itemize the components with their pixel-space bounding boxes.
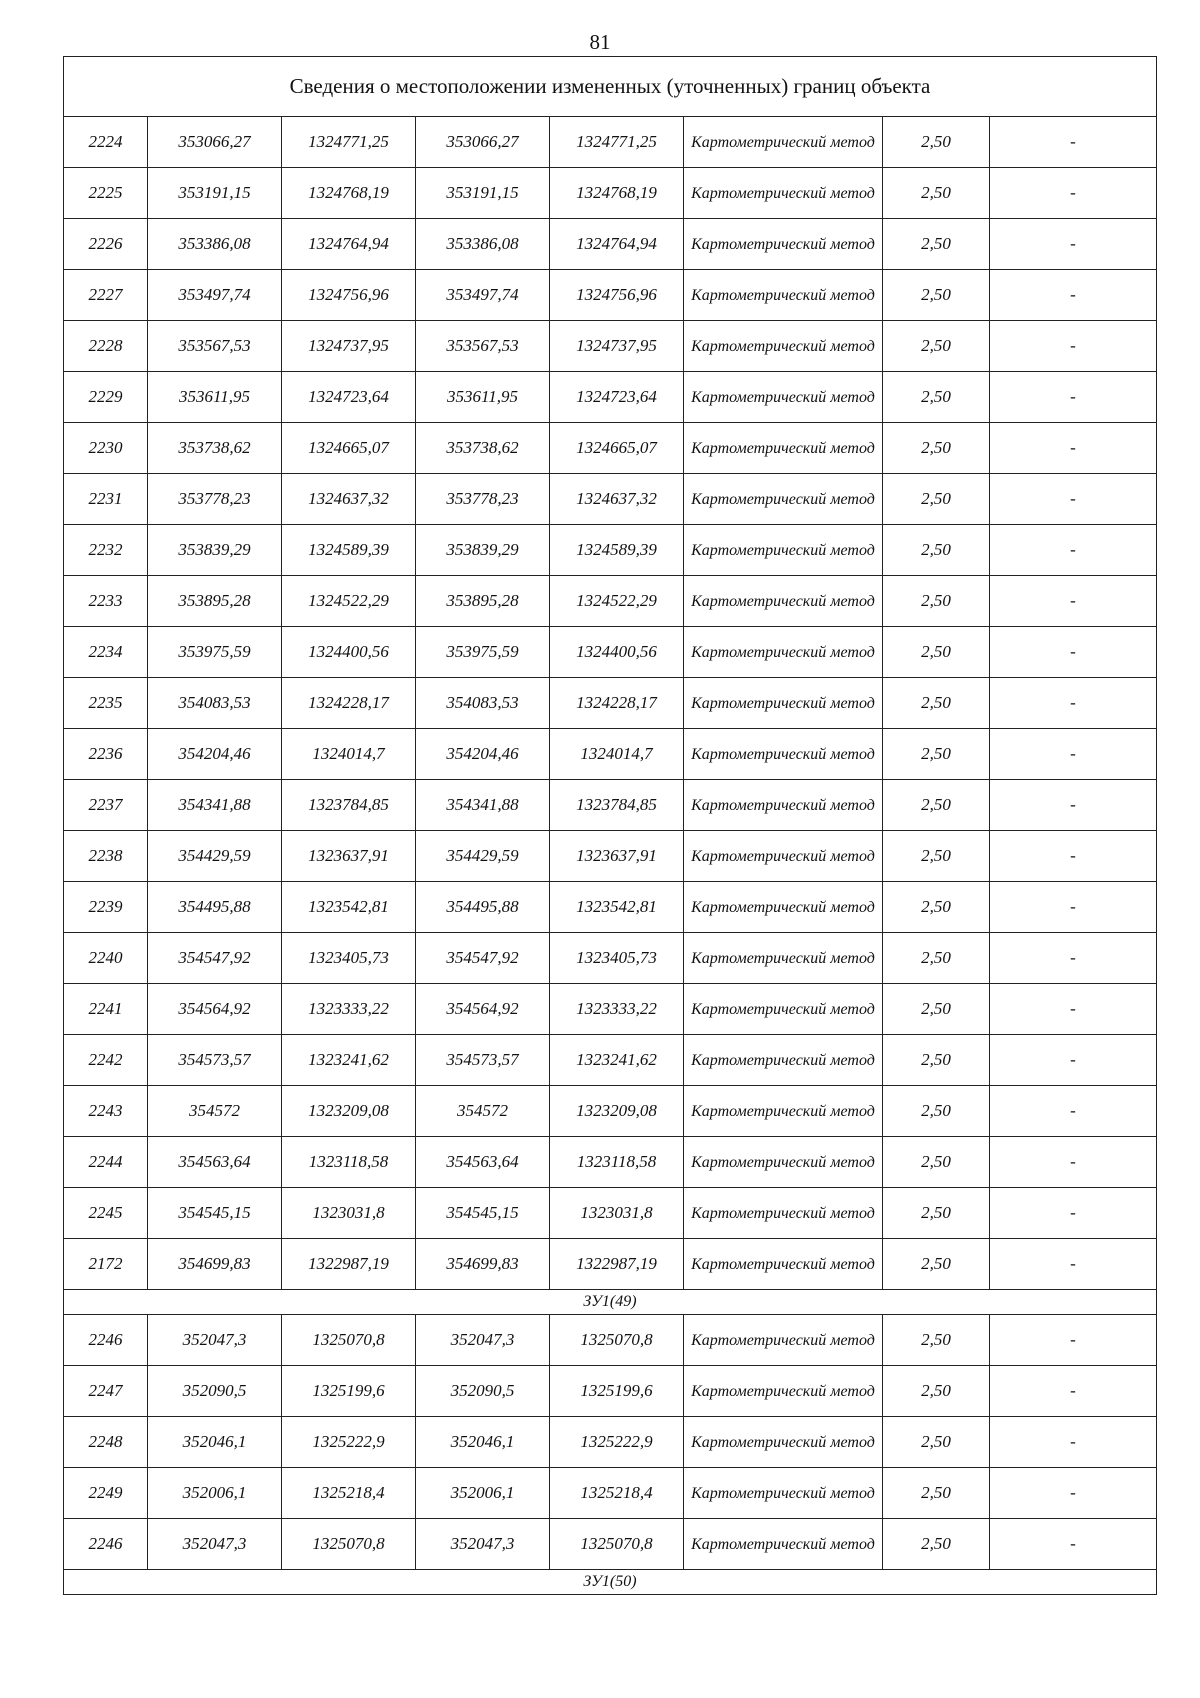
method-text: Картометрический метод xyxy=(691,1204,875,1222)
cell-y-coordinate-old: 1324637,32 xyxy=(282,474,416,525)
cell-method xyxy=(684,474,883,525)
page-number: 81 xyxy=(589,30,611,54)
cell-x-coordinate-old: 353567,53 xyxy=(148,321,282,372)
method-text: Картометрический метод xyxy=(691,898,875,916)
table-title-row xyxy=(64,57,1157,117)
cell-x-coordinate-new: 353839,29 xyxy=(416,525,550,576)
table-row xyxy=(64,1239,1157,1290)
cell-y-coordinate-new: 1324400,56 xyxy=(550,627,684,678)
table-row xyxy=(64,1315,1157,1366)
cell-point-number: 2225 xyxy=(64,168,148,219)
cell-y-coordinate-new: 1323031,8 xyxy=(550,1188,684,1239)
cell-x-coordinate-new: 353497,74 xyxy=(416,270,550,321)
cell-x-coordinate-new: 353191,15 xyxy=(416,168,550,219)
cell-description: - xyxy=(990,882,1157,933)
cell-description: - xyxy=(990,729,1157,780)
cell-x-coordinate-new: 353611,95 xyxy=(416,372,550,423)
table-row xyxy=(64,1137,1157,1188)
table-row xyxy=(64,678,1157,729)
cell-method xyxy=(684,321,883,372)
cell-method xyxy=(684,831,883,882)
cell-y-coordinate-new: 1324637,32 xyxy=(550,474,684,525)
cell-method xyxy=(684,1188,883,1239)
cell-point-number: 2238 xyxy=(64,831,148,882)
table-row xyxy=(64,423,1157,474)
cell-y-coordinate-new: 1324522,29 xyxy=(550,576,684,627)
table-row xyxy=(64,882,1157,933)
cell-x-coordinate-old: 354572 xyxy=(148,1086,282,1137)
cell-point-number: 2231 xyxy=(64,474,148,525)
cell-method xyxy=(684,984,883,1035)
cell-x-coordinate-new: 354564,92 xyxy=(416,984,550,1035)
cell-description: - xyxy=(990,1188,1157,1239)
cell-x-coordinate-old: 352046,1 xyxy=(148,1417,282,1468)
section-label-row xyxy=(64,1570,1157,1595)
cell-method xyxy=(684,372,883,423)
cell-x-coordinate-old: 354495,88 xyxy=(148,882,282,933)
table-title: Сведения о местоположении измененных (уточненных) границ объекта xyxy=(64,57,1157,117)
cell-method xyxy=(684,423,883,474)
cell-x-coordinate-old: 352090,5 xyxy=(148,1366,282,1417)
method-text: Картометрический метод xyxy=(691,1331,875,1349)
method-text: Картометрический метод xyxy=(691,796,875,814)
cell-description: - xyxy=(990,933,1157,984)
cell-x-coordinate-new: 354699,83 xyxy=(416,1239,550,1290)
method-text: Картометрический метод xyxy=(691,1433,875,1451)
cell-method xyxy=(684,1137,883,1188)
cell-point-number: 2240 xyxy=(64,933,148,984)
cell-method xyxy=(684,1239,883,1290)
cell-x-coordinate-new: 354547,92 xyxy=(416,933,550,984)
cell-description: - xyxy=(990,627,1157,678)
cell-y-coordinate-new: 1324014,7 xyxy=(550,729,684,780)
cell-point-number: 2233 xyxy=(64,576,148,627)
cell-x-coordinate-new: 353895,28 xyxy=(416,576,550,627)
table-row xyxy=(64,525,1157,576)
method-text: Картометрический метод xyxy=(691,1051,875,1069)
cell-description: - xyxy=(990,321,1157,372)
cell-y-coordinate-new: 1324756,96 xyxy=(550,270,684,321)
cell-y-coordinate-old: 1323031,8 xyxy=(282,1188,416,1239)
method-text: Картометрический метод xyxy=(691,1255,875,1273)
cell-accuracy: 2,50 xyxy=(883,423,990,474)
cell-method xyxy=(684,1519,883,1570)
cell-x-coordinate-old: 353738,62 xyxy=(148,423,282,474)
cell-y-coordinate-old: 1324228,17 xyxy=(282,678,416,729)
cell-x-coordinate-new: 354563,64 xyxy=(416,1137,550,1188)
table-row xyxy=(64,780,1157,831)
method-text: Картометрический метод xyxy=(691,643,875,661)
method-text: Картометрический метод xyxy=(691,1153,875,1171)
table-row xyxy=(64,117,1157,168)
cell-x-coordinate-new: 352047,3 xyxy=(416,1315,550,1366)
cell-description: - xyxy=(990,678,1157,729)
cell-point-number: 2232 xyxy=(64,525,148,576)
cell-accuracy: 2,50 xyxy=(883,372,990,423)
cell-y-coordinate-new: 1323333,22 xyxy=(550,984,684,1035)
cell-y-coordinate-old: 1325218,4 xyxy=(282,1468,416,1519)
cell-method xyxy=(684,1315,883,1366)
cell-y-coordinate-old: 1325199,6 xyxy=(282,1366,416,1417)
cell-y-coordinate-old: 1323784,85 xyxy=(282,780,416,831)
cell-x-coordinate-new: 353567,53 xyxy=(416,321,550,372)
table-row xyxy=(64,831,1157,882)
cell-accuracy: 2,50 xyxy=(883,627,990,678)
cell-description: - xyxy=(990,1315,1157,1366)
boundary-coordinates-table xyxy=(63,56,1157,1595)
cell-x-coordinate-old: 353066,27 xyxy=(148,117,282,168)
table-row xyxy=(64,372,1157,423)
cell-y-coordinate-new: 1323241,62 xyxy=(550,1035,684,1086)
cell-x-coordinate-old: 354699,83 xyxy=(148,1239,282,1290)
method-text: Картометрический метод xyxy=(691,541,875,559)
table-row xyxy=(64,219,1157,270)
cell-x-coordinate-new: 354545,15 xyxy=(416,1188,550,1239)
cell-method xyxy=(684,1035,883,1086)
cell-x-coordinate-old: 353975,59 xyxy=(148,627,282,678)
table-row xyxy=(64,1035,1157,1086)
cell-y-coordinate-old: 1324723,64 xyxy=(282,372,416,423)
cell-point-number: 2235 xyxy=(64,678,148,729)
cell-y-coordinate-old: 1324764,94 xyxy=(282,219,416,270)
method-text: Картометрический метод xyxy=(691,694,875,712)
cell-y-coordinate-new: 1323784,85 xyxy=(550,780,684,831)
cell-x-coordinate-old: 353191,15 xyxy=(148,168,282,219)
cell-method xyxy=(684,219,883,270)
cell-point-number: 2227 xyxy=(64,270,148,321)
cell-y-coordinate-old: 1324400,56 xyxy=(282,627,416,678)
cell-y-coordinate-old: 1323118,58 xyxy=(282,1137,416,1188)
cell-y-coordinate-new: 1324764,94 xyxy=(550,219,684,270)
method-text: Картометрический метод xyxy=(691,133,875,151)
table-row xyxy=(64,627,1157,678)
cell-x-coordinate-old: 354547,92 xyxy=(148,933,282,984)
cell-method xyxy=(684,525,883,576)
method-text: Картометрический метод xyxy=(691,1382,875,1400)
method-text: Картометрический метод xyxy=(691,1000,875,1018)
cell-y-coordinate-old: 1324771,25 xyxy=(282,117,416,168)
cell-point-number: 2239 xyxy=(64,882,148,933)
cell-description: - xyxy=(990,168,1157,219)
cell-x-coordinate-new: 352047,3 xyxy=(416,1519,550,1570)
cell-description: - xyxy=(990,1086,1157,1137)
cell-description: - xyxy=(990,219,1157,270)
cell-description: - xyxy=(990,1035,1157,1086)
cell-accuracy: 2,50 xyxy=(883,1086,990,1137)
cell-y-coordinate-old: 1325222,9 xyxy=(282,1417,416,1468)
cell-accuracy: 2,50 xyxy=(883,984,990,1035)
cell-accuracy: 2,50 xyxy=(883,525,990,576)
cell-accuracy: 2,50 xyxy=(883,321,990,372)
method-text: Картометрический метод xyxy=(691,388,875,406)
cell-x-coordinate-old: 353839,29 xyxy=(148,525,282,576)
method-text: Картометрический метод xyxy=(691,439,875,457)
cell-point-number: 2236 xyxy=(64,729,148,780)
cell-y-coordinate-new: 1325222,9 xyxy=(550,1417,684,1468)
cell-x-coordinate-new: 352006,1 xyxy=(416,1468,550,1519)
cell-description: - xyxy=(990,372,1157,423)
cell-x-coordinate-new: 353778,23 xyxy=(416,474,550,525)
cell-y-coordinate-new: 1324665,07 xyxy=(550,423,684,474)
table-row xyxy=(64,984,1157,1035)
cell-point-number: 2241 xyxy=(64,984,148,1035)
cell-point-number: 2237 xyxy=(64,780,148,831)
cell-x-coordinate-old: 354083,53 xyxy=(148,678,282,729)
cell-accuracy: 2,50 xyxy=(883,270,990,321)
cell-accuracy: 2,50 xyxy=(883,1468,990,1519)
cell-point-number: 2230 xyxy=(64,423,148,474)
cell-accuracy: 2,50 xyxy=(883,1417,990,1468)
cell-accuracy: 2,50 xyxy=(883,1315,990,1366)
cell-method xyxy=(684,1468,883,1519)
cell-x-coordinate-new: 354495,88 xyxy=(416,882,550,933)
cell-y-coordinate-new: 1324768,19 xyxy=(550,168,684,219)
table-row xyxy=(64,1519,1157,1570)
cell-y-coordinate-old: 1324522,29 xyxy=(282,576,416,627)
cell-x-coordinate-new: 354429,59 xyxy=(416,831,550,882)
cell-x-coordinate-new: 354204,46 xyxy=(416,729,550,780)
cell-y-coordinate-old: 1324014,7 xyxy=(282,729,416,780)
cell-x-coordinate-new: 352090,5 xyxy=(416,1366,550,1417)
table-row xyxy=(64,1468,1157,1519)
method-text: Картометрический метод xyxy=(691,592,875,610)
cell-x-coordinate-old: 354429,59 xyxy=(148,831,282,882)
cell-description: - xyxy=(990,1366,1157,1417)
cell-method xyxy=(684,627,883,678)
cell-y-coordinate-old: 1323542,81 xyxy=(282,882,416,933)
cell-accuracy: 2,50 xyxy=(883,933,990,984)
cell-y-coordinate-new: 1323405,73 xyxy=(550,933,684,984)
cell-x-coordinate-old: 353611,95 xyxy=(148,372,282,423)
table-row xyxy=(64,1417,1157,1468)
cell-point-number: 2244 xyxy=(64,1137,148,1188)
table-row xyxy=(64,168,1157,219)
method-text: Картометрический метод xyxy=(691,847,875,865)
cell-y-coordinate-new: 1325218,4 xyxy=(550,1468,684,1519)
cell-accuracy: 2,50 xyxy=(883,882,990,933)
cell-y-coordinate-old: 1322987,19 xyxy=(282,1239,416,1290)
cell-y-coordinate-new: 1324737,95 xyxy=(550,321,684,372)
cell-method xyxy=(684,270,883,321)
cell-x-coordinate-old: 352047,3 xyxy=(148,1519,282,1570)
cell-y-coordinate-new: 1325199,6 xyxy=(550,1366,684,1417)
cell-x-coordinate-new: 354572 xyxy=(416,1086,550,1137)
cell-point-number: 2246 xyxy=(64,1519,148,1570)
table-row xyxy=(64,321,1157,372)
cell-point-number: 2247 xyxy=(64,1366,148,1417)
table-row xyxy=(64,576,1157,627)
table-row xyxy=(64,729,1157,780)
cell-accuracy: 2,50 xyxy=(883,1519,990,1570)
cell-x-coordinate-old: 354341,88 xyxy=(148,780,282,831)
table-row xyxy=(64,933,1157,984)
section-label: ЗУ1(49) xyxy=(64,1290,1157,1315)
cell-y-coordinate-new: 1322987,19 xyxy=(550,1239,684,1290)
cell-method xyxy=(684,1086,883,1137)
cell-y-coordinate-old: 1324756,96 xyxy=(282,270,416,321)
cell-point-number: 2242 xyxy=(64,1035,148,1086)
cell-point-number: 2246 xyxy=(64,1315,148,1366)
cell-y-coordinate-old: 1323333,22 xyxy=(282,984,416,1035)
cell-y-coordinate-old: 1325070,8 xyxy=(282,1519,416,1570)
cell-y-coordinate-old: 1323405,73 xyxy=(282,933,416,984)
cell-point-number: 2248 xyxy=(64,1417,148,1468)
method-text: Картометрический метод xyxy=(691,949,875,967)
cell-description: - xyxy=(990,1468,1157,1519)
cell-y-coordinate-old: 1324665,07 xyxy=(282,423,416,474)
cell-y-coordinate-old: 1323637,91 xyxy=(282,831,416,882)
method-text: Картометрический метод xyxy=(691,1535,875,1553)
cell-y-coordinate-new: 1323637,91 xyxy=(550,831,684,882)
cell-x-coordinate-old: 353497,74 xyxy=(148,270,282,321)
cell-accuracy: 2,50 xyxy=(883,780,990,831)
cell-x-coordinate-old: 354573,57 xyxy=(148,1035,282,1086)
cell-method xyxy=(684,576,883,627)
cell-description: - xyxy=(990,780,1157,831)
cell-x-coordinate-old: 352006,1 xyxy=(148,1468,282,1519)
cell-x-coordinate-old: 352047,3 xyxy=(148,1315,282,1366)
cell-y-coordinate-new: 1323542,81 xyxy=(550,882,684,933)
cell-accuracy: 2,50 xyxy=(883,831,990,882)
section-label: ЗУ1(50) xyxy=(64,1570,1157,1595)
cell-x-coordinate-new: 353386,08 xyxy=(416,219,550,270)
cell-x-coordinate-old: 354564,92 xyxy=(148,984,282,1035)
section-label-row xyxy=(64,1290,1157,1315)
cell-x-coordinate-old: 354563,64 xyxy=(148,1137,282,1188)
cell-method xyxy=(684,933,883,984)
cell-x-coordinate-new: 353738,62 xyxy=(416,423,550,474)
cell-method xyxy=(684,168,883,219)
cell-y-coordinate-old: 1325070,8 xyxy=(282,1315,416,1366)
table-row xyxy=(64,270,1157,321)
cell-y-coordinate-new: 1323209,08 xyxy=(550,1086,684,1137)
cell-point-number: 2249 xyxy=(64,1468,148,1519)
cell-y-coordinate-new: 1324228,17 xyxy=(550,678,684,729)
cell-x-coordinate-old: 354545,15 xyxy=(148,1188,282,1239)
table-row xyxy=(64,1366,1157,1417)
cell-y-coordinate-old: 1324768,19 xyxy=(282,168,416,219)
cell-accuracy: 2,50 xyxy=(883,474,990,525)
cell-method xyxy=(684,882,883,933)
cell-y-coordinate-old: 1323241,62 xyxy=(282,1035,416,1086)
cell-description: - xyxy=(990,1239,1157,1290)
cell-accuracy: 2,50 xyxy=(883,1239,990,1290)
cell-y-coordinate-new: 1324723,64 xyxy=(550,372,684,423)
table-row xyxy=(64,1188,1157,1239)
cell-point-number: 2234 xyxy=(64,627,148,678)
method-text: Картометрический метод xyxy=(691,337,875,355)
cell-x-coordinate-new: 353975,59 xyxy=(416,627,550,678)
cell-point-number: 2172 xyxy=(64,1239,148,1290)
cell-point-number: 2245 xyxy=(64,1188,148,1239)
cell-description: - xyxy=(990,831,1157,882)
cell-point-number: 2243 xyxy=(64,1086,148,1137)
cell-x-coordinate-new: 353066,27 xyxy=(416,117,550,168)
method-text: Картометрический метод xyxy=(691,1102,875,1120)
cell-description: - xyxy=(990,474,1157,525)
cell-x-coordinate-new: 354341,88 xyxy=(416,780,550,831)
cell-x-coordinate-new: 352046,1 xyxy=(416,1417,550,1468)
cell-accuracy: 2,50 xyxy=(883,678,990,729)
cell-y-coordinate-new: 1325070,8 xyxy=(550,1519,684,1570)
cell-description: - xyxy=(990,117,1157,168)
cell-x-coordinate-new: 354083,53 xyxy=(416,678,550,729)
cell-method xyxy=(684,780,883,831)
method-text: Картометрический метод xyxy=(691,184,875,202)
cell-accuracy: 2,50 xyxy=(883,576,990,627)
cell-description: - xyxy=(990,984,1157,1035)
cell-y-coordinate-new: 1324771,25 xyxy=(550,117,684,168)
cell-x-coordinate-old: 353778,23 xyxy=(148,474,282,525)
cell-y-coordinate-old: 1324737,95 xyxy=(282,321,416,372)
cell-description: - xyxy=(990,1417,1157,1468)
cell-accuracy: 2,50 xyxy=(883,168,990,219)
method-text: Картометрический метод xyxy=(691,1484,875,1502)
cell-point-number: 2228 xyxy=(64,321,148,372)
cell-y-coordinate-old: 1323209,08 xyxy=(282,1086,416,1137)
method-text: Картометрический метод xyxy=(691,745,875,763)
method-text: Картометрический метод xyxy=(691,490,875,508)
table-row xyxy=(64,1086,1157,1137)
cell-accuracy: 2,50 xyxy=(883,219,990,270)
cell-description: - xyxy=(990,1519,1157,1570)
cell-method xyxy=(684,729,883,780)
cell-description: - xyxy=(990,525,1157,576)
method-text: Картометрический метод xyxy=(691,286,875,304)
cell-point-number: 2229 xyxy=(64,372,148,423)
cell-y-coordinate-new: 1323118,58 xyxy=(550,1137,684,1188)
cell-method xyxy=(684,1366,883,1417)
table-body xyxy=(64,57,1157,1595)
cell-accuracy: 2,50 xyxy=(883,1035,990,1086)
cell-method xyxy=(684,678,883,729)
cell-x-coordinate-old: 354204,46 xyxy=(148,729,282,780)
cell-x-coordinate-old: 353895,28 xyxy=(148,576,282,627)
cell-description: - xyxy=(990,1137,1157,1188)
cell-y-coordinate-old: 1324589,39 xyxy=(282,525,416,576)
cell-method xyxy=(684,117,883,168)
cell-accuracy: 2,50 xyxy=(883,729,990,780)
cell-accuracy: 2,50 xyxy=(883,1137,990,1188)
method-text: Картометрический метод xyxy=(691,235,875,253)
cell-x-coordinate-new: 354573,57 xyxy=(416,1035,550,1086)
cell-method xyxy=(684,1417,883,1468)
cell-description: - xyxy=(990,576,1157,627)
table-row xyxy=(64,474,1157,525)
cell-accuracy: 2,50 xyxy=(883,117,990,168)
cell-accuracy: 2,50 xyxy=(883,1188,990,1239)
cell-description: - xyxy=(990,270,1157,321)
cell-accuracy: 2,50 xyxy=(883,1366,990,1417)
cell-x-coordinate-old: 353386,08 xyxy=(148,219,282,270)
cell-point-number: 2224 xyxy=(64,117,148,168)
cell-description: - xyxy=(990,423,1157,474)
cell-y-coordinate-new: 1325070,8 xyxy=(550,1315,684,1366)
cell-point-number: 2226 xyxy=(64,219,148,270)
cell-y-coordinate-new: 1324589,39 xyxy=(550,525,684,576)
